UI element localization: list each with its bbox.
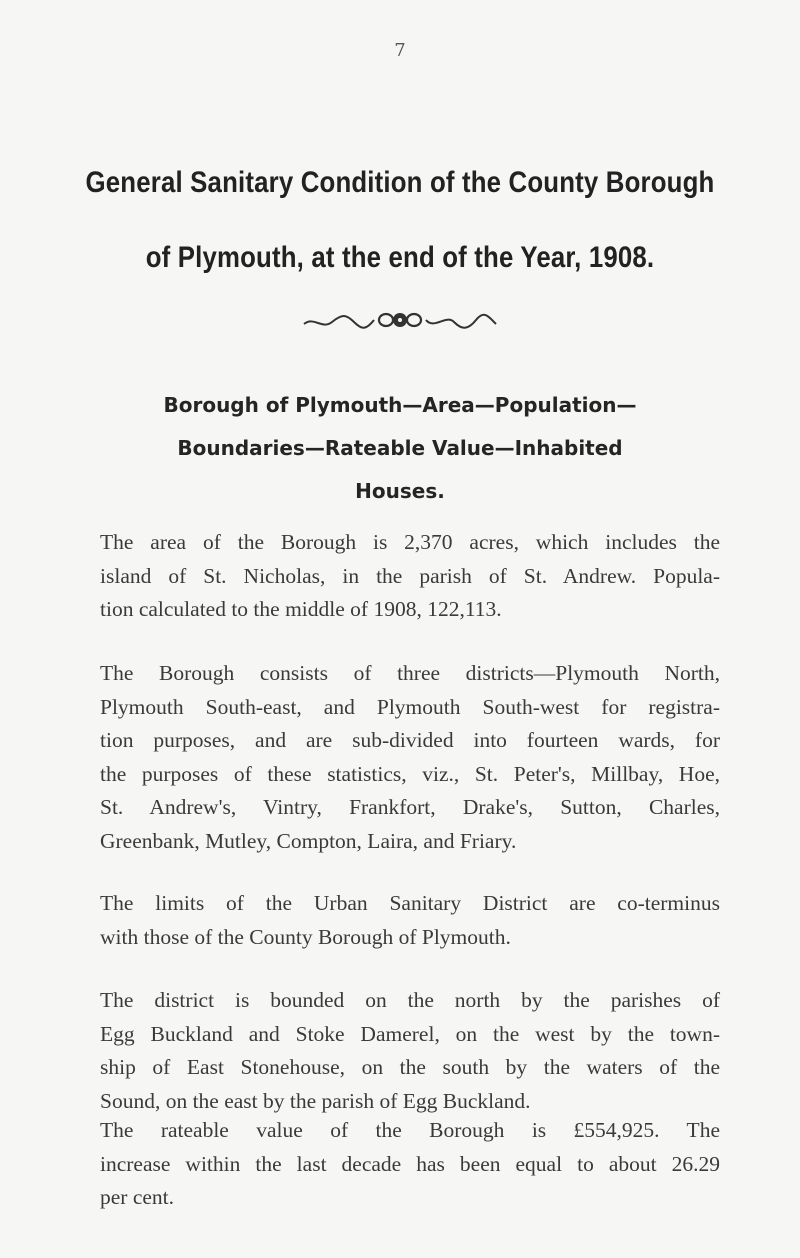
paragraph-line: island of St. Nicholas, in the parish of St. Andrew. Popula- bbox=[100, 563, 720, 588]
paragraph-sanitary-limits bbox=[100, 887, 720, 954]
subheading-line-2: Boundaries—Rateable Value—Inhabited bbox=[177, 436, 623, 460]
paragraph-line: per cent. bbox=[100, 1185, 175, 1209]
subheading-line-3: Houses. bbox=[355, 479, 445, 503]
paragraph-line: the purposes of these statistics, viz., St. Peter's, Millbay, Hoe, bbox=[100, 761, 720, 786]
paragraph-line: St. Andrew's, Vintry, Frankfort, Drake's, Sutton, Charles, bbox=[100, 795, 720, 819]
paragraph-area-population bbox=[100, 526, 720, 627]
paragraph-line: increase within the last decade has been equal to about 26.29 bbox=[100, 1151, 720, 1176]
paragraph-line: Sound, on the east by the parish of Egg Buckland. bbox=[100, 1088, 531, 1113]
paragraph-line: tion calculated to the middle of 1908, 122,113. bbox=[100, 597, 502, 621]
paragraph-rateable-value bbox=[100, 1114, 720, 1215]
paragraph-line: with those of the County Borough of Plymouth. bbox=[100, 924, 511, 949]
paragraph-line: The district is bounded on the north by the parishes of bbox=[100, 988, 720, 1012]
paragraph-boundaries bbox=[100, 984, 720, 1118]
paragraph-districts-wards bbox=[100, 657, 720, 858]
paragraph-line: ship of East Stonehouse, on the south by the waters of the bbox=[100, 1055, 720, 1079]
paragraph-line: The limits of the Urban Sanitary District are co-terminus bbox=[100, 891, 720, 915]
paragraph-line: Egg Buckland and Stoke Damerel, on the west by the town- bbox=[100, 1021, 720, 1046]
paragraph-line: The Borough consists of three districts—Plymouth North, bbox=[100, 661, 720, 685]
title-line-1: General Sanitary Condition of the County Borough bbox=[85, 166, 715, 199]
page-number: 7 bbox=[394, 40, 406, 61]
title-line-2: of Plymouth, at the end of the Year, 1908. bbox=[145, 241, 655, 274]
paragraph-line: The area of the Borough is 2,370 acres, which includes the bbox=[100, 530, 720, 554]
paragraph-line: Greenbank, Mutley, Compton, Laira, and Friary. bbox=[100, 828, 517, 853]
paragraph-line: Plymouth South-east, and Plymouth South-west for registra- bbox=[100, 694, 720, 719]
paragraph-line: The rateable value of the Borough is £554,925. The bbox=[100, 1118, 720, 1142]
paragraph-line: tion purposes, and are sub-divided into fourteen wards, for bbox=[100, 728, 720, 752]
subheading-line-1: Borough of Plymouth—Area—Population— bbox=[163, 393, 637, 417]
decorative-ornament-icon bbox=[300, 308, 500, 334]
